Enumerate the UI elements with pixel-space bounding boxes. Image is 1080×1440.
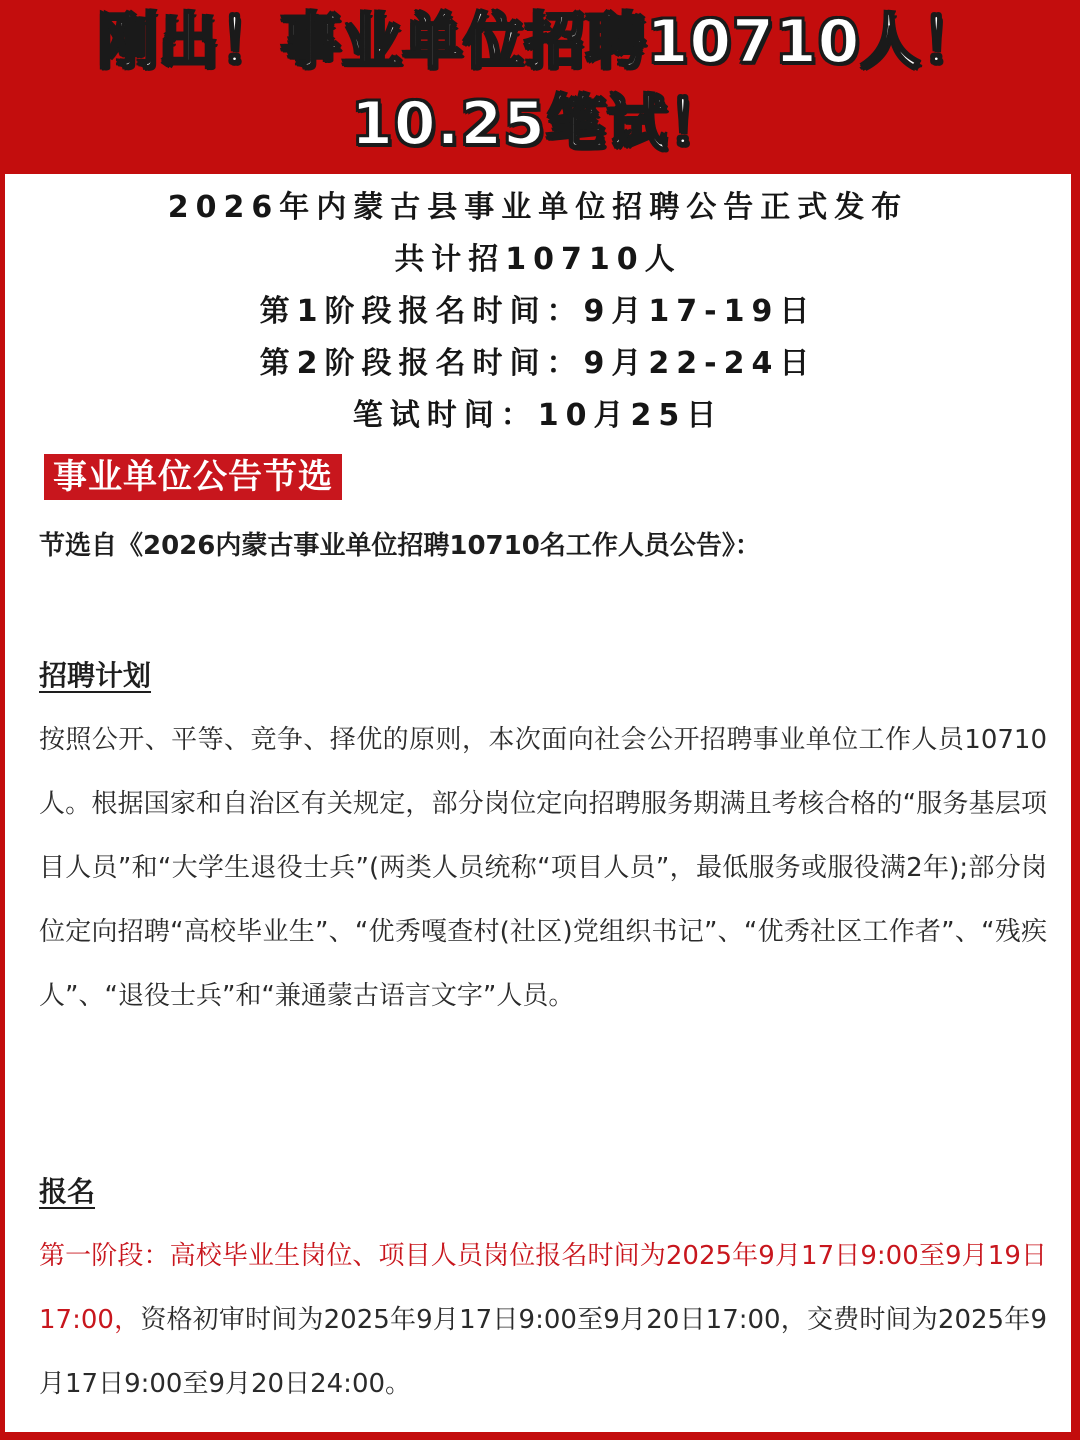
excerpt-tag: 事业单位公告节选 <box>44 454 342 500</box>
section-body-registration <box>39 1224 1047 1416</box>
section-title-plan: 招聘计划 <box>39 659 152 692</box>
phase-1-registration: 第1阶段报名时间：9月17-19日 <box>259 294 817 329</box>
section-title-registration: 报名 <box>39 1175 96 1208</box>
registration-details: 资格初审时间为2025年9月17日9:00至9月20日17:00，交费时间为2025年9月17日9:00至9月20日24:00。 <box>39 1305 1047 1399</box>
total-recruitment: 共计招10710人 <box>394 242 682 277</box>
exam-date: 笔试时间：10月25日 <box>352 398 724 433</box>
phase-2-registration: 第2阶段报名时间：9月22-24日 <box>259 346 817 381</box>
section-body-plan: 按照公开、平等、竞争、择优的原则，本次面向社会公开招聘事业单位工作人员10710人。根据国家和自治区有关规定，部分岗位定向招聘服务期满且考核合格的“服务基层项目人员”和“大学生退役士兵”(两类人员统称“项目人员”，最低服务或服役满2年);部分岗位定向招聘“高校毕业生”、“优秀嘎查村(社区)党组织书记”、“优秀社区工作者”、“残疾人”、“退役士兵”和“兼通蒙古语言文字”人员。 <box>39 725 1047 1011</box>
registration-highlight: 第一阶段：高校毕业生岗位、项目人员岗位报名时间为2025年9月17日9:00至9月19日17:00， <box>39 1241 1047 1335</box>
banner-headline-line-1: 刚出！事业单位招聘10710人！ <box>97 7 983 77</box>
top-banner <box>0 0 1080 174</box>
document-card <box>5 174 1071 1432</box>
excerpt-source: 节选自《2026内蒙古事业单位招聘10710名工作人员公告》： <box>39 531 761 561</box>
banner-headline-line-2: 10.25笔试！ <box>351 89 729 159</box>
announcement-title: 2026年内蒙古县事业单位招聘公告正式发布 <box>167 190 909 225</box>
